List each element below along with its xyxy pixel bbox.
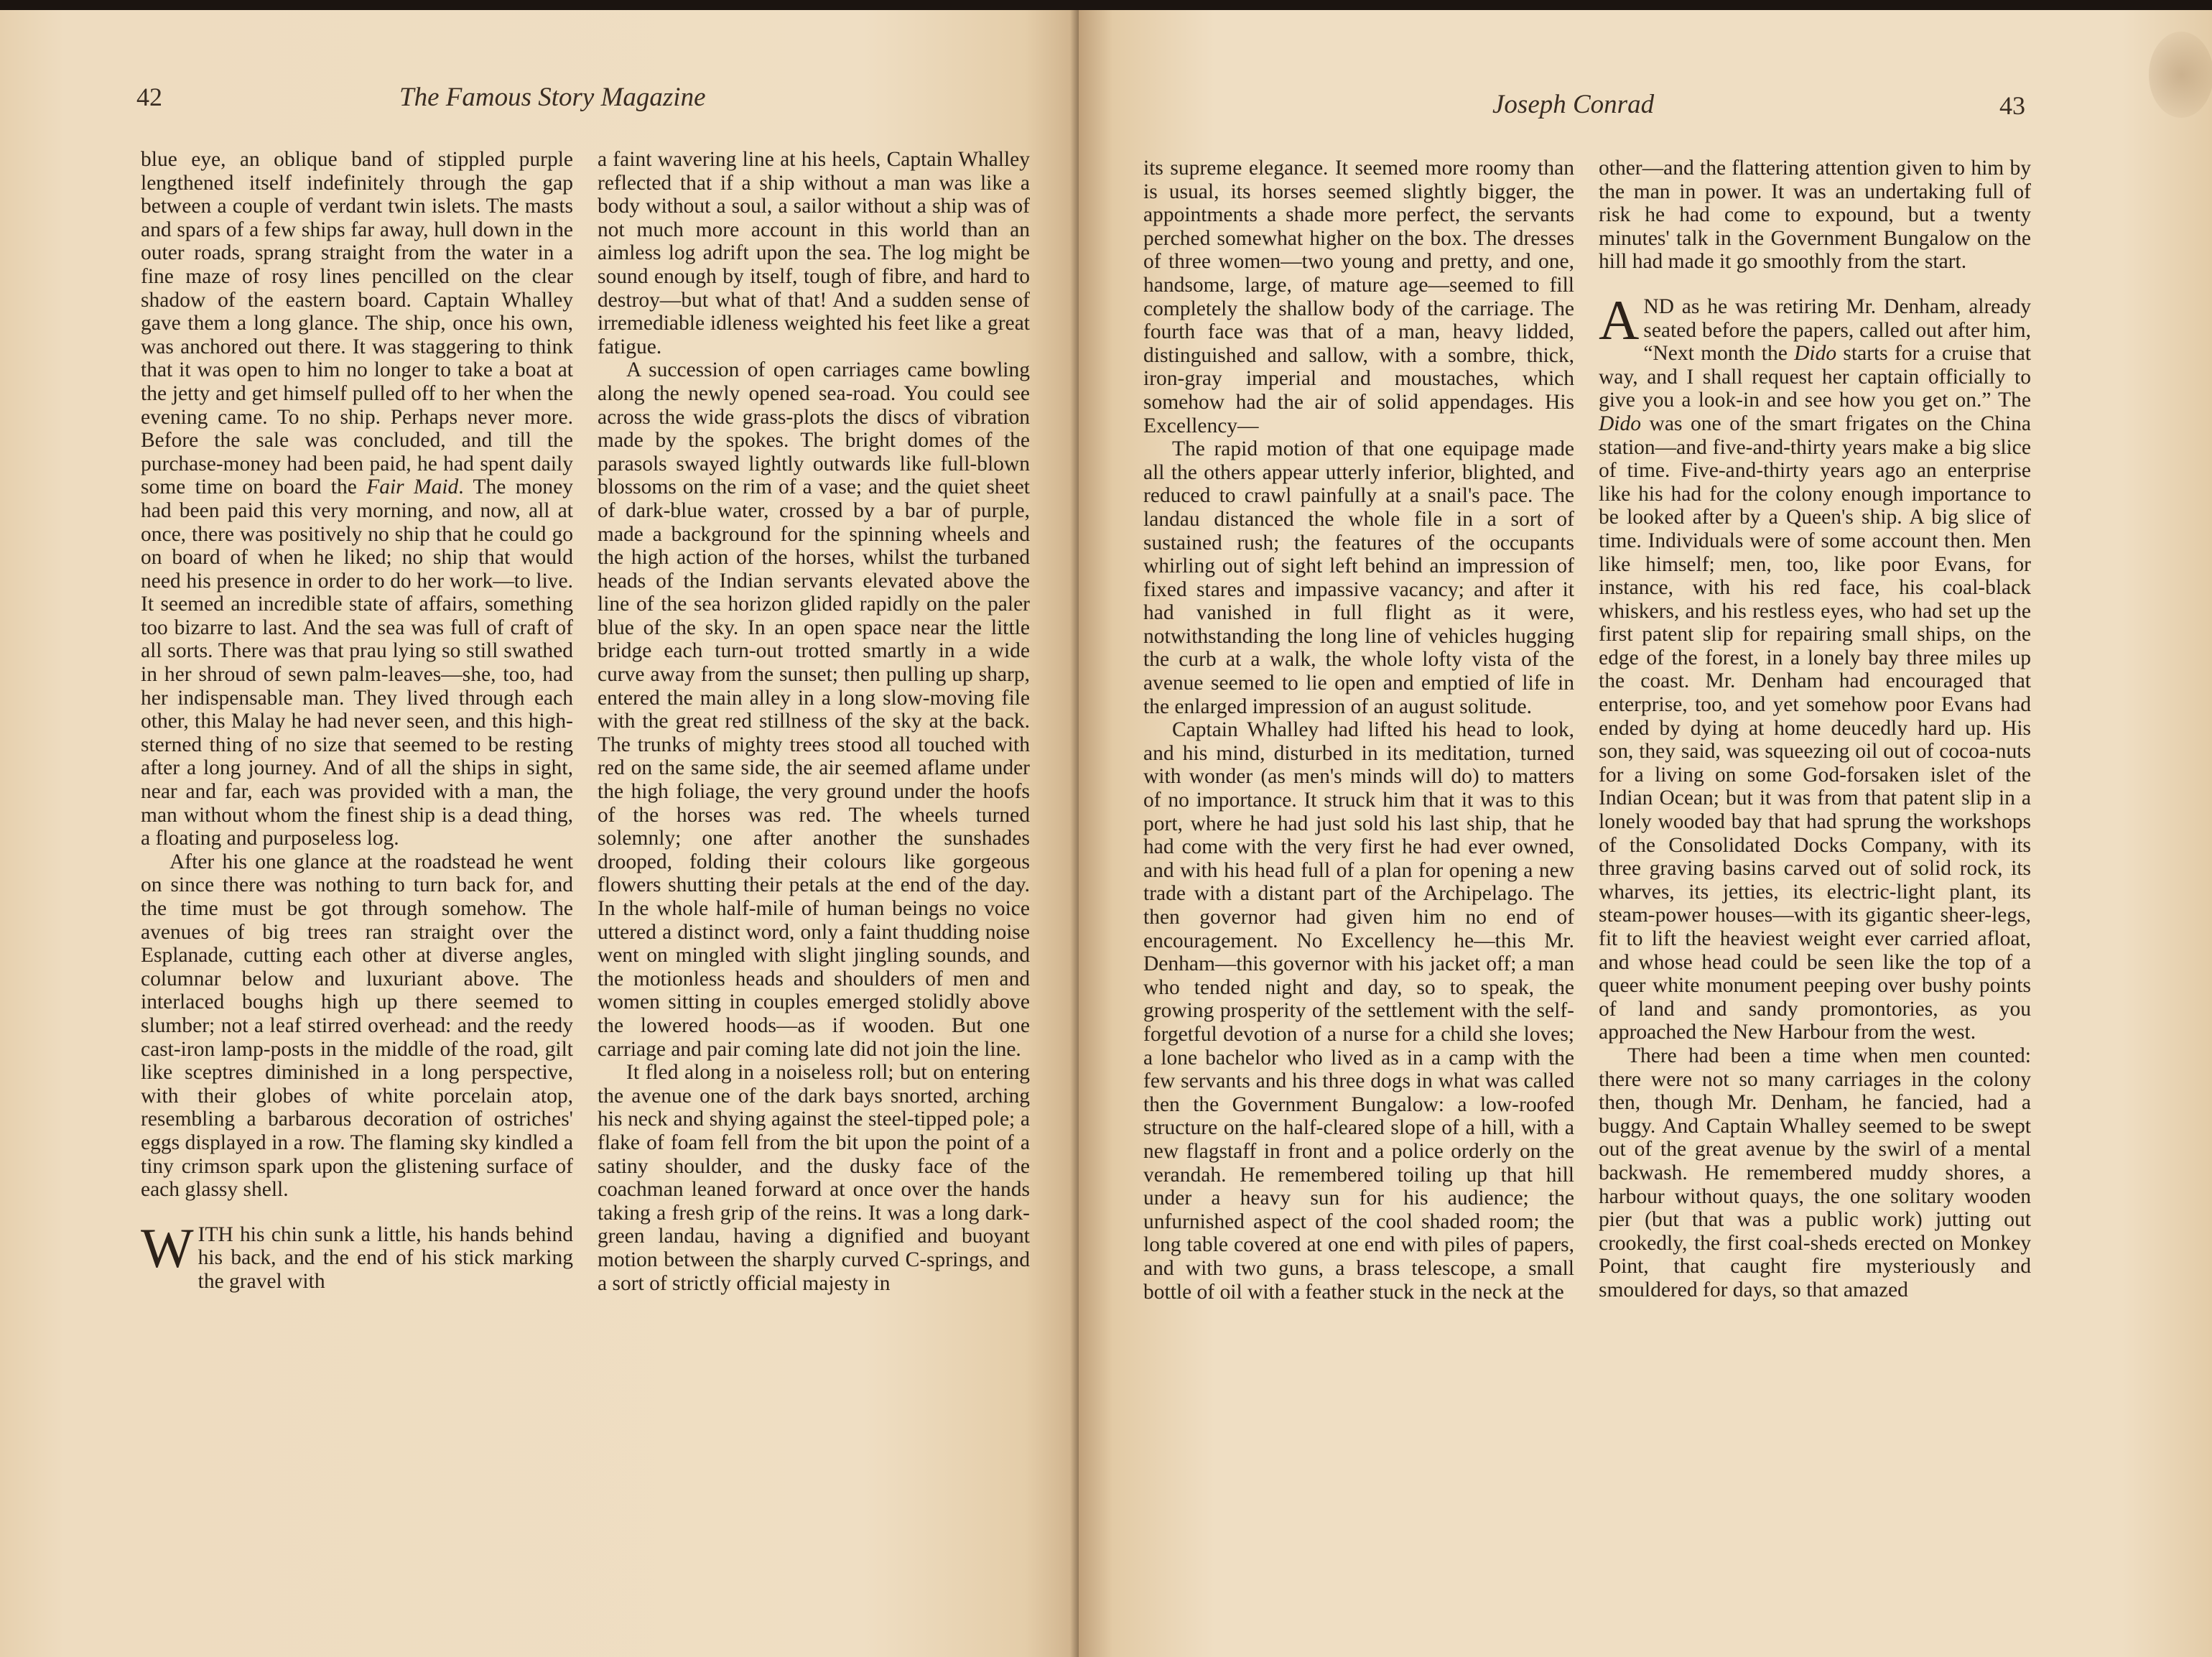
column-2: [598, 148, 1030, 1295]
paragraph: other—and the flattering attention given to him by the man in power. It was an undertaking full of risk he had come to expound, but a twenty minutes' talk in the Government Bungalow on the hill had made it go smoothly from the start.: [1599, 157, 2031, 274]
paragraph-dropcap: [141, 1216, 573, 1294]
left-running-head: The Famous Story Magazine: [399, 83, 706, 112]
right-running-head: Joseph Conrad: [1492, 90, 1655, 119]
paragraph-text: starts for a cruise that way, and I shall request her captain officially to give you a look-in and see how you get on.” The: [1599, 342, 2031, 412]
ship-name: Fair Maid: [366, 475, 459, 499]
right-page: [1079, 10, 2212, 1657]
paragraph: The rapid motion of that one equipage made all the others appear utterly inferior, blighted, and reduced to crawl painfully at a snail's pace. The landau distanced the whole file in a sort of sustained rush; the features of the occupants whirling out of sight left behind an impression of fixed stares and impassive vacancy; and after it had vanished in full flight as it were, notwithstanding the long line of vehicles hugging the curb at a walk, the whole lofty vista of the avenue seemed to lie open and emptied of life in the enlarged impression of an august solitude.: [1143, 437, 1574, 718]
ship-name: Dido: [1599, 412, 1641, 435]
drop-cap: W: [141, 1216, 194, 1279]
paragraph-text: . The money had been paid this very morning, and now, all at once, there was positively no ship that he could go on board of when he liked; no ship that would need his presence in order to do her work—to live. It seemed an incredible state of affairs, something too bizarre to last. And the sea was full of craft of all sorts. There was that prau lying so still swathed in her shroud of sewn palm-leaves—she, too, had her indispensable man. They lived through each other, this Malay he had never seen, and this high-sterned thing of no size that seemed to be resting after a long journey. And of all the ships in sight, near and far, each was provided with a man, the man without whom the finest ship is a dead thing, a floating and purposeless log.: [141, 475, 573, 850]
page-number: 42: [136, 83, 162, 111]
paragraph: A succession of open carriages came bowling along the newly opened sea-road. You could see across the wide grass-plots the discs of vibration made by the spokes. The bright domes of the parasols swayed lightly outwards like full-blown blossoms on the rim of a vase; and the quiet sheet of dark-blue water, crossed by a bar of purple, made a background for the spinning wheels and the high action of the horses, whilst the turbaned heads of the Indian servants elevated above the line of the sea horizon glided rapidly on the paler blue of the sky. In an open space near the little bridge each turn-out trotted smartly in a wide curve away from the sunset; then pulling up sharp, entered the main alley in a long slow-moving file with the great red stillness of the sky at the back. The trunks of mighty trees stood all touched with red on the same side, the air seemed aflame under the high foliage, the very ground under the hoofs of the horses was red. The wheels turned solemnly; one after another the sunshades drooped, folding their colours like gorgeous flowers shutting their petals at the end of the day. In the whole half-mile of human beings no voice uttered a distinct word, only a faint thudding noise went on mingled with slight jingling sounds, and the motionless heads and shoulders of men and women sitting in couples emerged stolidly above the lowered hoods—as if wooden. But one carriage and pair coming late did not join the line.: [598, 358, 1030, 1061]
paragraph: Captain Whalley had lifted his head to look, and his mind, disturbed in its meditation, turned with wonder (as men's minds will do) to matters of no importance. It struck him that it was to this port, where he had just sold his last ship, that he had come with the very first he had ever owned, and with his head full of a plan for opening a new trade with a distant part of the Archipelago. The then governor had given him no end of encouragement. No Excellency he—this Mr. Denham—this governor with his jacket off; a man who tended night and day, so to speak, the growing prosperity of the settlement with the self-forgetful devotion of a nurse for a child she loves; a lone bachelor who lived as in a camp with the few servants and his three dogs in what was called then the Government Bungalow: a low-roofed structure on the half-cleared slope of a hill, with a new flagstaff in front and a police orderly on the verandah. He remembered toiling up that hill under a heavy sun for his audience; the unfurnished aspect of the cool shaded room; the long table covered at one end with piles of papers, and with two guns, a brass telescope, a small bottle of oil with a feather stuck in the neck at the: [1143, 718, 1574, 1304]
left-page: [0, 10, 1079, 1657]
left-folio: [136, 82, 162, 125]
paragraph: It fled along in a noiseless roll; but on entering the avenue one of the dark bays snorted, arching his neck and shying against the steel-tipped pole; a flake of foam fell from the bit upon the point of a satiny shoulder, and the dusky face of the coachman leaned forward at once over the hands taking a fresh grip of the reins. It was a long dark-green landau, having a dignified and buoyant motion between the sharply curved C-springs, and a sort of strictly official majesty in: [598, 1061, 1030, 1295]
paragraph: a faint wavering line at his heels, Captain Whalley reflected that if a ship without a man was like a body without a soul, a sailor without a ship was of not much more account in this world than an aimless log adrift upon the sea. The log might be sound enough by itself, tough of fibre, and hard to destroy—but what of that! And a sudden sense of irremediable idleness weighted his feet like a great fatigue.: [598, 148, 1030, 358]
page-number: 43: [1999, 91, 2025, 120]
paragraph-dropcap: [1599, 288, 2031, 1044]
paragraph: After his one glance at the roadstead he went on since there was nothing to turn back for, and the time must be got through somehow. The avenues of big trees ran straight over the Esplanade, cutting each other at diverse angles, columnar below and luxuriant above. The interlaced boughs high up there seemed to slumber; not a leaf stirred overhead: and the reedy cast-iron lamp-posts in the middle of the road, gilt like sceptres diminished in a long perspective, with their globes of white porcelain atop, resembling a barbarous decoration of ostriches' eggs displayed in a row. The flaming sky kindled a tiny crimson spark upon the glistening surface of each glassy shell.: [141, 850, 573, 1202]
right-folio: [1999, 90, 2025, 134]
column-3: [1143, 157, 1574, 1304]
paragraph-text: blue eye, an oblique band of stippled purple lengthened itself indefinitely through the gap between a couple of verdant twin islets. The masts and spars of a few ships far away, hull down in the outer roads, sprang straight from the water in a fine maze of rosy lines pencilled on the clear shadow of the eastern board. Captain Whalley gave them a long glance. The ship, once his own, was anchored out there. It was staggering to think that it was open to him no longer to take a boat at the jetty and get himself pulled off to her when the evening came. To no ship. Perhaps never more. Before the sale was concluded, and till the purchase-money had been paid, he had spent daily some time on board the: [141, 148, 573, 499]
column-4: [1599, 157, 2031, 1302]
paragraph: its supreme elegance. It seemed more roomy than is usual, its horses seemed slightly bigger, the appointments a shade more perfect, the servants perched somewhat higher on the box. The dresses of three women—two young and pretty, and one, handsome, large, of mature age—seemed to fill completely the shallow body of the carriage. The fourth face was that of a man, heavy lidded, distinguished and sallow, with a sombre, thick, iron-gray imperial and moustaches, which somehow had the air of solid appendages. His Excellency—: [1143, 157, 1574, 437]
drop-cap: A: [1599, 288, 1640, 351]
paragraph-text: was one of the smart frigates on the China station—and five-and-thirty years make a big slice of time. Five-and-thirty years ago an enterprise like his had for the colony enough importance to be looked after by a Queen's ship. A big slice of time. Individuals were of some account then. Men like himself; men, too, like poor Evans, for instance, with his red face, his coal-black whiskers, and his restless eyes, who had set up the first patent slip for repairing small ships, on the edge of the forest, in a lonely bay three miles up the coast. Mr. Denham had encouraged that enterprise, too, and yet somehow poor Evans had ended by dying at home deucedly hard up. His son, they said, was squeezing oil out of cocoa-nuts for a living on some God-forsaken islet of the Indian Ocean; but it was from that patent slip in a lonely wooded bay that had sprung the workshops of the Consolidated Docks Company, with its three graving basins carved out of solid rock, its wharves, its jetties, its electric-light plant, its steam-power houses—with its gigantic sheer-legs, fit to lift the heaviest weight ever carried afloat, and whose head could be seen like the top of a queer white monument peeping over bushy points of land and sandy promontories, as you approached the New Harbour from the west.: [1599, 412, 2031, 1044]
ship-name: Dido: [1794, 342, 1837, 366]
paragraph: There had been a time when men counted: there were not so many carriages in the colony then, though Mr. Denham, he fancied, had a buggy. And Captain Whalley seemed to be swept out of the great avenue by the swirl of a mental backwash. He remembered muddy shores, a harbour without quays, the one solitary wooden pier (but that was a public work) jutting out crookedly, the first coal-sheds erected on Monkey Point, that caught fire mysteriously and smouldered for days, so that amazed: [1599, 1044, 2031, 1301]
column-1: [141, 148, 573, 1294]
paragraph: [141, 148, 573, 850]
paragraph-text: ITH his chin sunk a little, his hands behind his back, and the end of his stick marking the gravel with: [198, 1222, 573, 1293]
page-wear: [2149, 32, 2212, 118]
paragraph-text: ND as he was retiring Mr. Denham, already seated before the papers, called out after him, “Next month the: [1643, 294, 2031, 366]
